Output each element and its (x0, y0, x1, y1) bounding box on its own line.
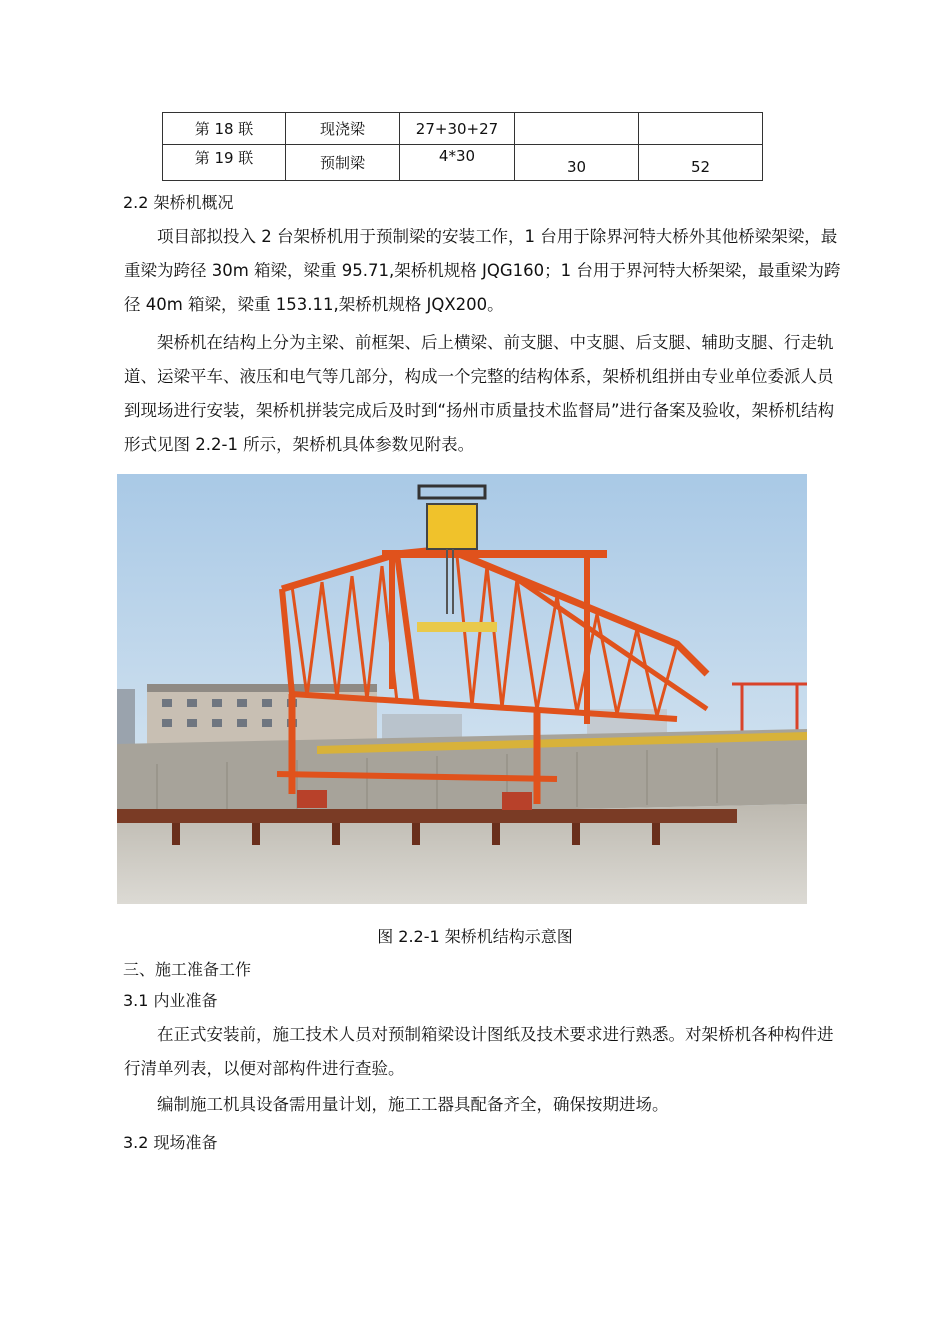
paragraph (124, 1088, 842, 1122)
bridge-crane-photo (117, 474, 807, 904)
table-cell: 第 19 联 (163, 145, 286, 181)
table-cell (639, 113, 763, 145)
section-heading: 2.2 架桥机概况 (123, 193, 234, 212)
spec-table (162, 112, 763, 181)
table-cell: 52 (639, 145, 763, 181)
table-cell: 27+30+27 (400, 113, 515, 145)
paragraph-text: 项目部拟投入 2 台架桥机用于预制梁的安装工作，1 台用于除界河特大桥外其他桥梁架梁，最重梁为跨径 30m 箱梁，梁重 95.71,架桥机规格 JQG160；1 台用于界河特大桥架梁，最重梁为跨径 40m 箱梁，梁重 153.11,架桥机规格 JQX200。 (124, 227, 841, 314)
table-cell: 第 18 联 (163, 113, 286, 145)
figure-caption: 图 2.2-1 架桥机结构示意图 (377, 927, 573, 946)
paragraph-text: 架桥机在结构上分为主梁、前框架、后上横梁、前支腿、中支腿、后支腿、辅助支腿、行走轨道、运梁平车、液压和电气等几部分，构成一个完整的结构体系，架桥机组拼由专业单位委派人员到现场进行安装，架桥机拼装完成后及时到“扬州市质量技术监督局”进行备案及验收，架桥机结构形式见图 2.2-1 所示，架桥机具体参数见附表。 (124, 333, 835, 454)
table-cell (515, 113, 639, 145)
subsection-heading: 3.1 内业准备 (123, 991, 218, 1010)
paragraph (124, 1018, 842, 1086)
paragraph-text: 在正式安装前，施工技术人员对预制箱梁设计图纸及技术要求进行熟悉。对架桥机各种构件进行清单列表，以便对部构件进行查验。 (124, 1025, 834, 1078)
table-row (163, 145, 763, 181)
paragraph-text: 编制施工机具设备需用量计划，施工工器具配备齐全，确保按期进场。 (157, 1095, 669, 1114)
paragraph (124, 220, 842, 322)
table-row (163, 113, 763, 145)
table-cell: 现浇梁 (286, 113, 400, 145)
table-cell: 4*30 (400, 145, 515, 181)
table-cell: 30 (515, 145, 639, 181)
subsection-heading: 3.2 现场准备 (123, 1133, 218, 1152)
table-cell: 预制梁 (286, 145, 400, 181)
paragraph (124, 326, 842, 462)
section-heading: 三、施工准备工作 (123, 960, 252, 979)
